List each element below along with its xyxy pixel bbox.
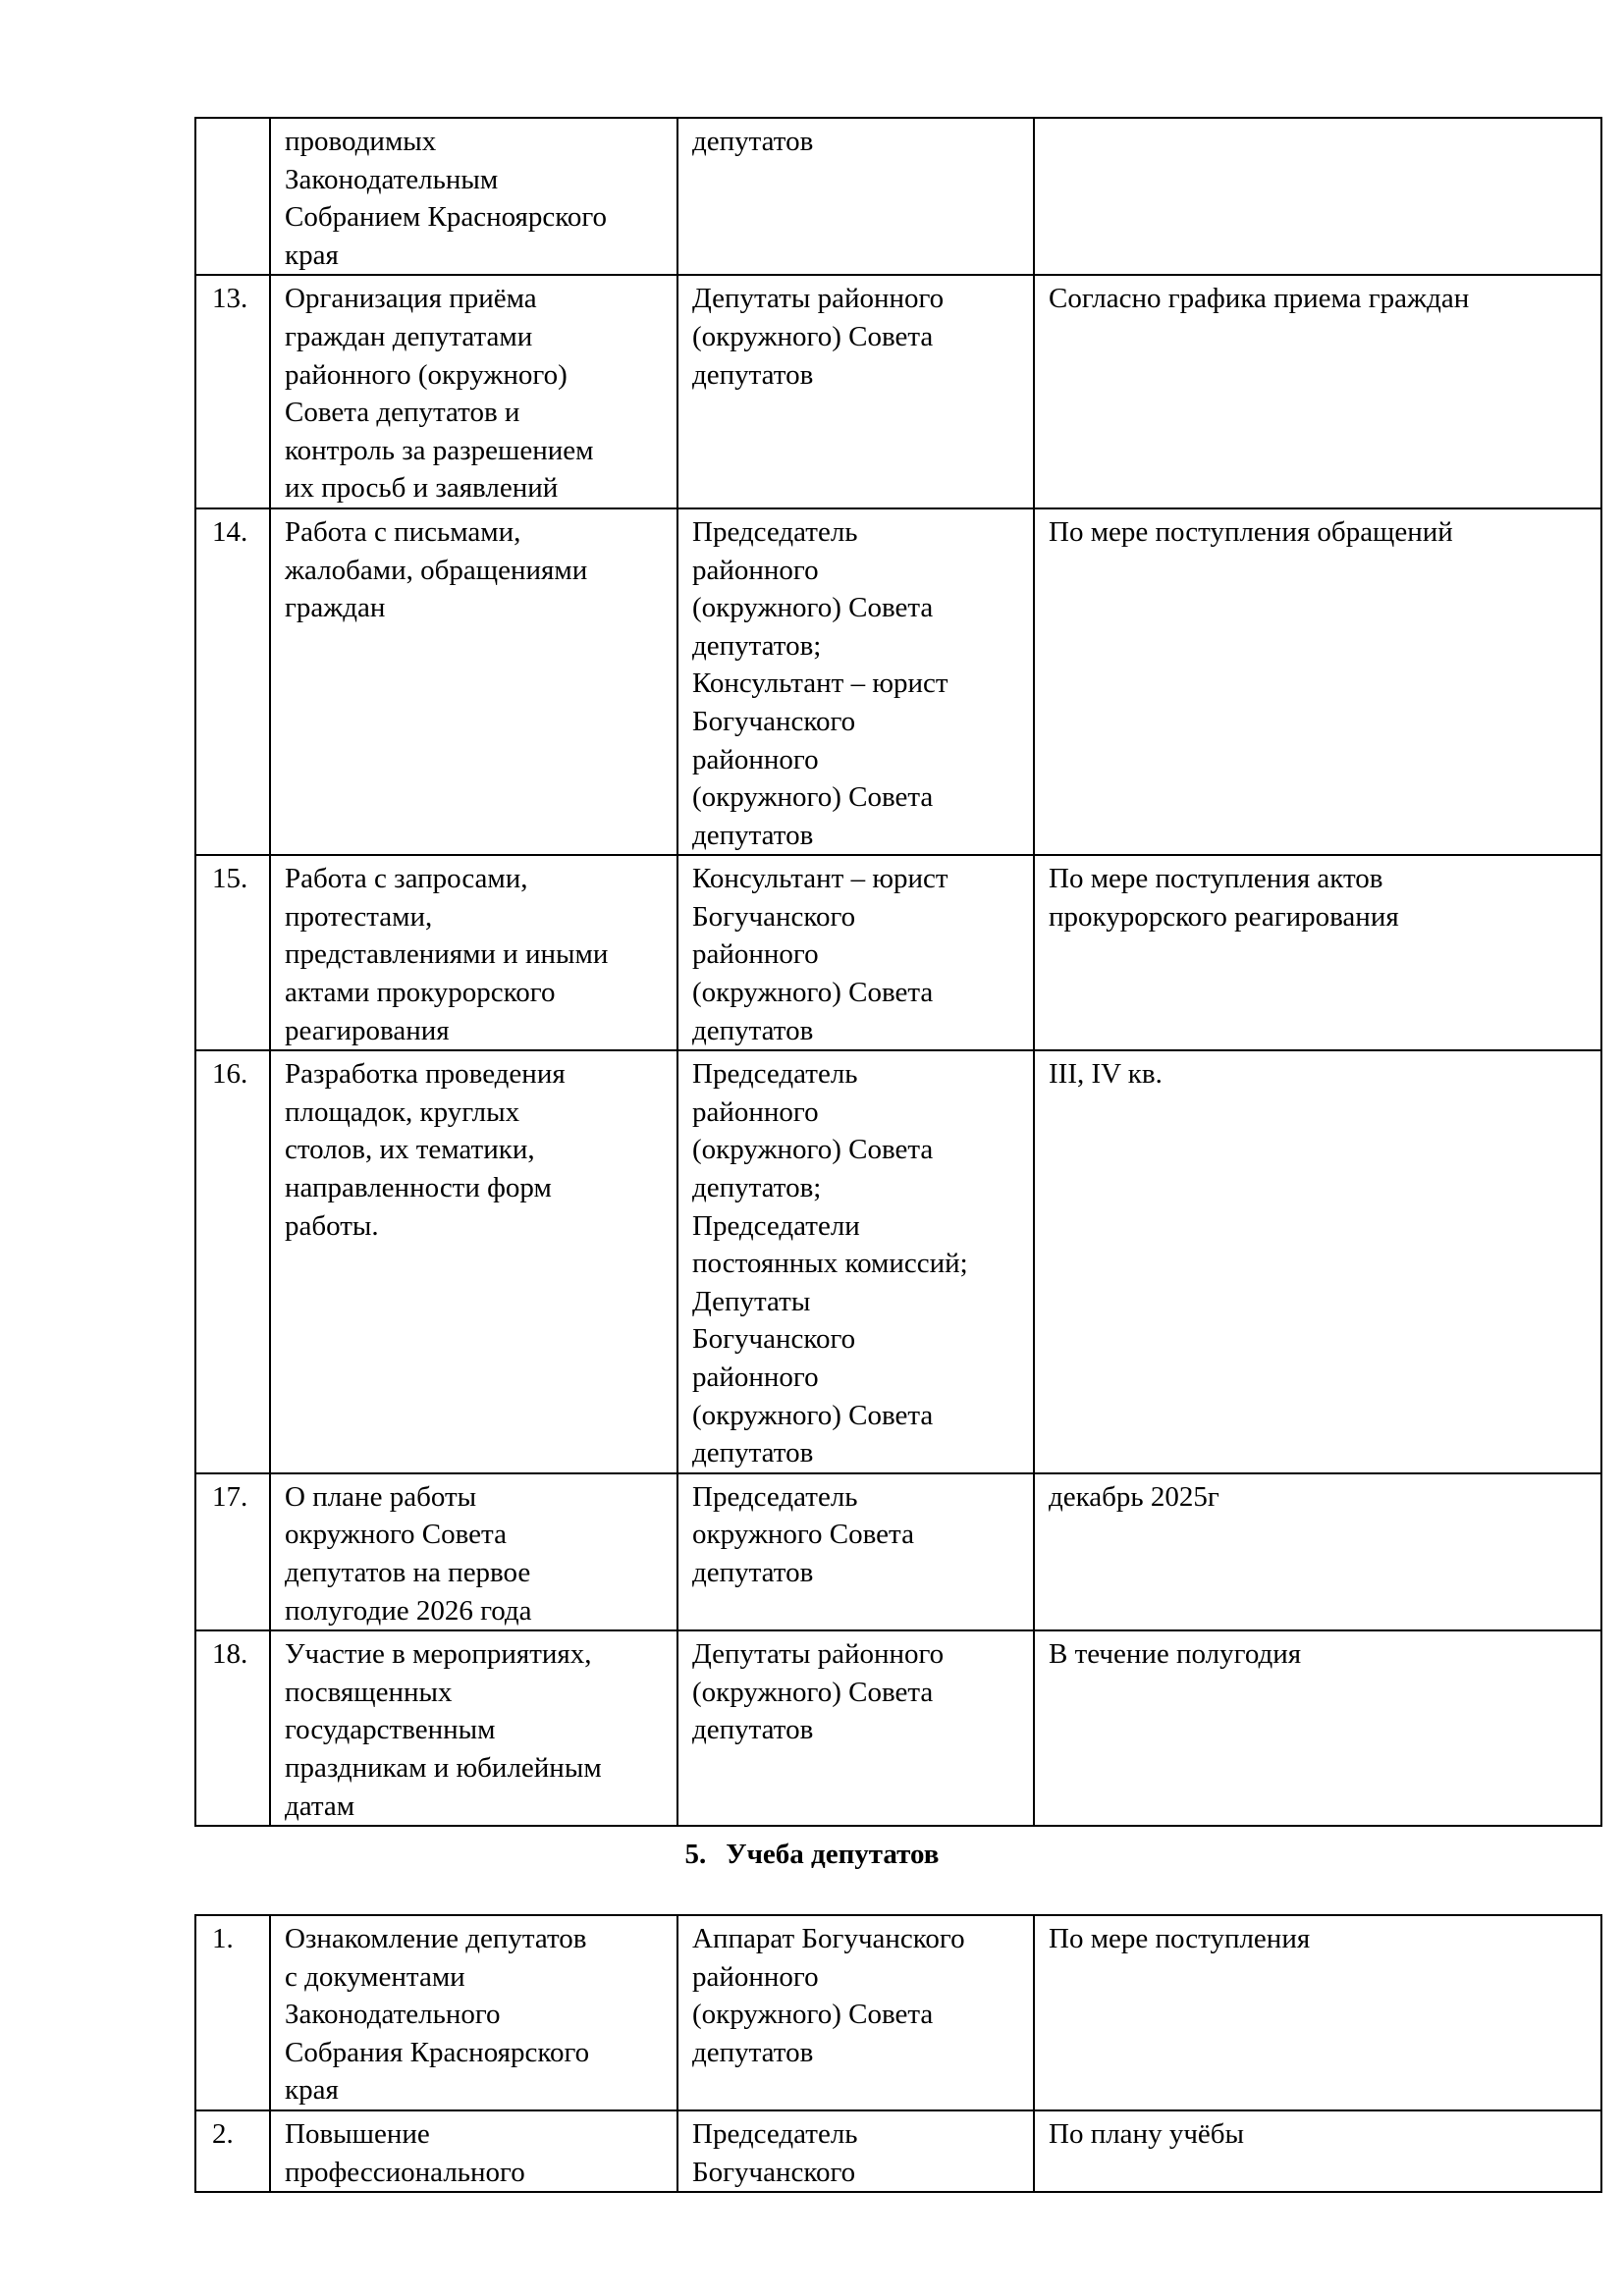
responsible-cell: Председатель Богучанского [677, 2110, 1034, 2192]
deputies-study-table [194, 1914, 1602, 2193]
table-row [195, 1050, 1601, 1473]
event-cell: проводимых Законодательным Собранием Красноярского края [270, 118, 677, 275]
table-row [195, 1473, 1601, 1630]
row-number [195, 118, 270, 275]
responsible-cell: Депутаты районного (окружного) Совета депутатов [677, 275, 1034, 508]
event-cell: Участие в мероприятиях, посвященных государственным праздникам и юбилейным датам [270, 1630, 677, 1826]
responsible-cell: депутатов [677, 118, 1034, 275]
event-cell: Ознакомление депутатов с документами Законодательного Собрания Красноярского края [270, 1915, 677, 2110]
table-row [195, 2110, 1601, 2192]
section-number: 5. [684, 1839, 707, 1870]
row-number: 15. [195, 855, 270, 1050]
table-row [195, 275, 1601, 508]
section-title: Учеба депутатов [726, 1839, 940, 1870]
table-row [195, 1630, 1601, 1826]
term-cell: По мере поступления обращений [1034, 508, 1601, 855]
term-cell [1034, 118, 1601, 275]
event-cell: Повышение профессионального [270, 2110, 677, 2192]
row-number: 18. [195, 1630, 270, 1826]
row-number: 14. [195, 508, 270, 855]
responsible-cell: Председатель окружного Совета депутатов [677, 1473, 1034, 1630]
table-row [195, 1915, 1601, 2110]
responsible-cell: Депутаты районного (окружного) Совета депутатов [677, 1630, 1034, 1826]
responsible-cell: Председатель районного (окружного) Совета депутатов; Консультант – юрист Богучанского районного (окружного) Совета депутатов [677, 508, 1034, 855]
term-cell: По мере поступления актов прокурорского реагирования [1034, 855, 1601, 1050]
responsible-cell: Председатель районного (окружного) Совета депутатов; Председатели постоянных комиссий; Депутаты Богучанского районного (окружного) Совета депутатов [677, 1050, 1034, 1473]
event-cell: О плане работы окружного Совета депутатов на первое полугодие 2026 года [270, 1473, 677, 1630]
row-number: 13. [195, 275, 270, 508]
responsible-cell: Аппарат Богучанского районного (окружного) Совета депутатов [677, 1915, 1034, 2110]
row-number: 17. [195, 1473, 270, 1630]
term-cell: В течение полугодия [1034, 1630, 1601, 1826]
term-cell: Согласно графика приема граждан [1034, 275, 1601, 508]
section-heading [0, 1836, 1624, 1873]
table-row [195, 508, 1601, 855]
work-plan-table [194, 117, 1602, 1827]
event-cell: Организация приёма граждан депутатами районного (окружного) Совета депутатов и контроль за разрешением их просьб и заявлений [270, 275, 677, 508]
term-cell: По мере поступления [1034, 1915, 1601, 2110]
event-cell: Разработка проведения площадок, круглых столов, их тематики, направленности форм работы. [270, 1050, 677, 1473]
event-cell: Работа с запросами, протестами, представлениями и иными актами прокурорского реагирования [270, 855, 677, 1050]
row-number: 1. [195, 1915, 270, 2110]
table-row [195, 855, 1601, 1050]
term-cell: По плану учёбы [1034, 2110, 1601, 2192]
term-cell: декабрь 2025г [1034, 1473, 1601, 1630]
term-cell: III, IV кв. [1034, 1050, 1601, 1473]
table-row [195, 118, 1601, 275]
row-number: 2. [195, 2110, 270, 2192]
event-cell: Работа с письмами, жалобами, обращениями граждан [270, 508, 677, 855]
responsible-cell: Консультант – юрист Богучанского районного (окружного) Совета депутатов [677, 855, 1034, 1050]
row-number: 16. [195, 1050, 270, 1473]
